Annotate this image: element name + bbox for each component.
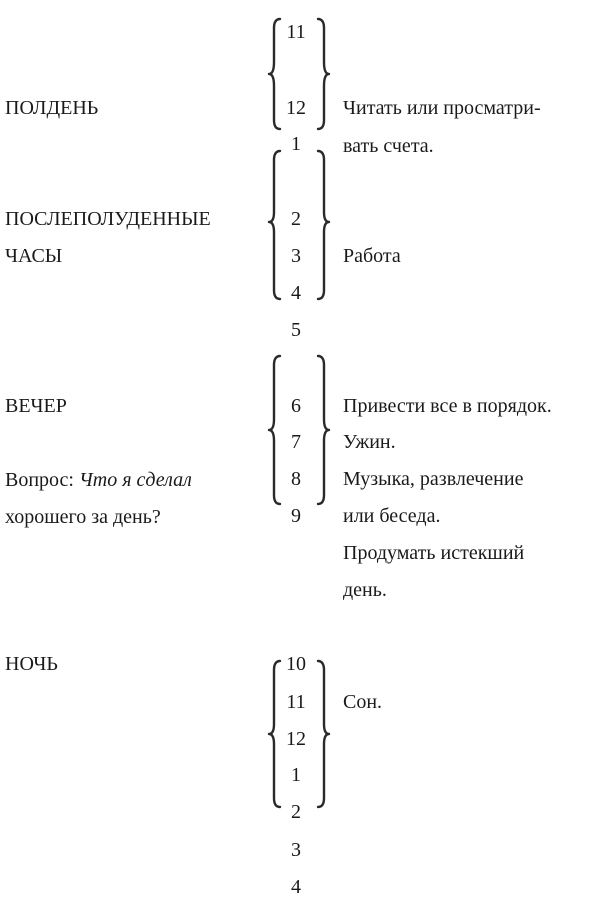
afternoon-task: Работа: [343, 245, 401, 267]
evening-task-2: Ужин.: [343, 431, 396, 453]
hour-3-afternoon: 3: [291, 245, 301, 267]
evening-question-line-1: [5, 470, 192, 490]
noon-right-brace: [316, 18, 330, 130]
hour-11-night: 11: [286, 691, 306, 713]
hour-11-noon: 11: [286, 21, 306, 43]
afternoon-label-line-1: ПОСЛЕПОЛУДЕННЫЕ: [5, 208, 211, 230]
afternoon-left-brace: [268, 150, 282, 300]
hour-4-night: 4: [291, 876, 301, 898]
noon-label: ПОЛДЕНЬ: [5, 97, 99, 119]
evening-task-6: день.: [343, 579, 387, 601]
hour-1-noon: 1: [291, 133, 301, 155]
evening-task-5: Продумать истекший: [343, 542, 525, 564]
evening-task-4: или беседа.: [343, 505, 441, 527]
evening-left-brace: [268, 355, 282, 505]
noon-task-line-1: Читать или просматри-: [343, 97, 541, 119]
hour-10-night: 10: [286, 653, 306, 675]
noon-task-line-2: вать счета.: [343, 135, 434, 157]
hour-3-night: 3: [291, 839, 301, 861]
night-label: НОЧЬ: [5, 653, 58, 675]
evening-task-1: Привести все в порядок.: [343, 395, 552, 417]
night-left-brace: [268, 660, 282, 808]
afternoon-label-line-2: ЧАСЫ: [5, 245, 63, 267]
hour-6-evening: 6: [291, 395, 301, 417]
evening-question-prefix: Вопрос:: [5, 469, 79, 491]
hour-12-noon: 12: [286, 97, 306, 119]
hour-2-night: 2: [291, 801, 301, 823]
evening-question-italic: Что я сделал: [78, 469, 192, 491]
hour-4-afternoon: 4: [291, 282, 301, 304]
noon-left-brace: [268, 18, 282, 130]
night-task: Сон.: [343, 691, 383, 713]
night-right-brace: [316, 660, 330, 808]
hour-7-evening: 7: [291, 431, 301, 453]
hour-12-night: 12: [286, 728, 306, 750]
evening-task-3: Музыка, развлечение: [343, 468, 524, 490]
evening-label: ВЕЧЕР: [5, 395, 67, 417]
hour-8-evening: 8: [291, 468, 301, 490]
hour-5-afternoon: 5: [291, 319, 301, 341]
afternoon-right-brace: [316, 150, 330, 300]
hour-1-night: 1: [291, 764, 301, 786]
hour-2-afternoon: 2: [291, 208, 301, 230]
hour-9-evening: 9: [291, 505, 301, 527]
evening-right-brace: [316, 355, 330, 505]
evening-question-line-2: хорошего за день?: [5, 506, 161, 528]
